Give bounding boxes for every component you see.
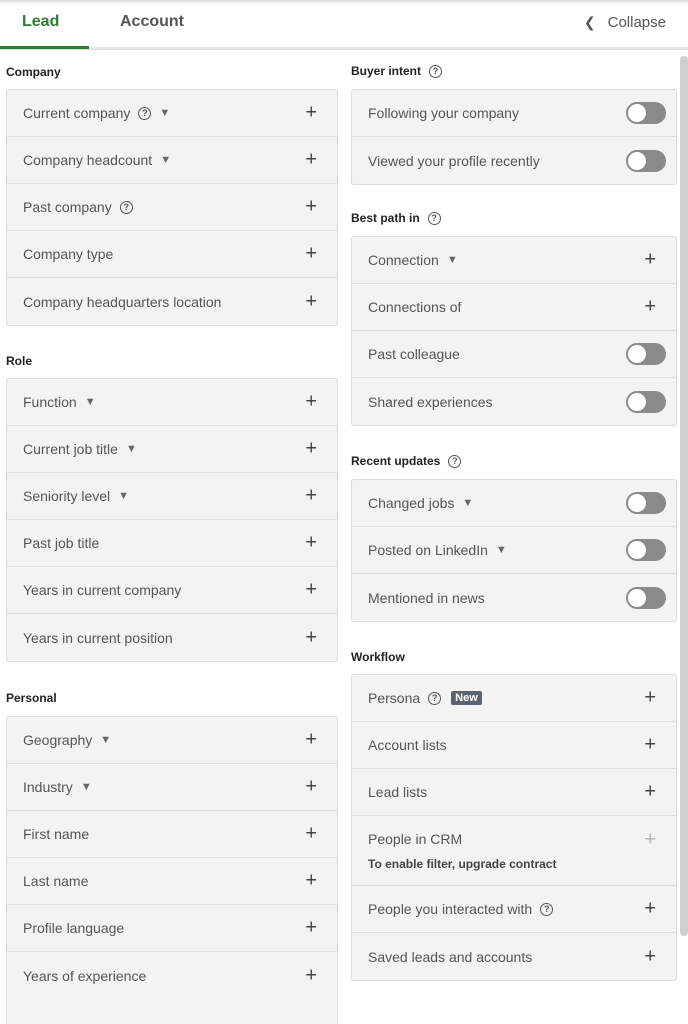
add-icon[interactable]: +	[305, 531, 317, 554]
filter-label: Geography	[23, 732, 93, 748]
filter-label: Connection	[368, 252, 439, 268]
filter-saved-leads-and-accounts[interactable]	[352, 933, 676, 980]
filter-label: Company type	[23, 246, 114, 262]
filter-mentioned-in-news[interactable]	[352, 574, 676, 621]
filter-label: Profile language	[23, 920, 125, 936]
filter-label: Industry	[23, 779, 73, 795]
filter-label: Lead lists	[368, 784, 428, 800]
filter-label: Function	[23, 394, 77, 410]
add-icon[interactable]: +	[305, 390, 317, 413]
filter-seniority-level[interactable]	[7, 473, 337, 520]
collapse-label: Collapse	[607, 14, 666, 31]
help-icon[interactable]: ?	[428, 692, 441, 705]
filter-connection[interactable]	[352, 237, 676, 284]
section-title-workflow: Workflow	[351, 650, 405, 664]
filter-profile-language[interactable]	[7, 905, 337, 952]
add-icon[interactable]: +	[305, 242, 317, 265]
pin-icon: ▼	[80, 781, 92, 793]
role-filter-card	[6, 378, 338, 662]
section-title-company: Company	[6, 65, 61, 79]
filter-label: Persona	[368, 690, 421, 706]
filter-industry[interactable]	[7, 764, 337, 811]
filter-label: Shared experiences	[368, 393, 493, 410]
filter-shared-experiences[interactable]	[352, 378, 676, 425]
toggle-switch[interactable]	[626, 343, 666, 365]
filter-label: Changed jobs	[368, 495, 455, 511]
add-icon[interactable]: +	[305, 578, 317, 601]
filter-years-in-current-company[interactable]	[7, 567, 337, 614]
filter-label: Posted on LinkedIn	[368, 542, 488, 558]
toggle-switch[interactable]	[626, 587, 666, 609]
filter-changed-jobs[interactable]	[352, 480, 676, 527]
filter-posted-on-linkedin[interactable]	[352, 527, 676, 574]
filter-label: Years in current position	[23, 629, 173, 646]
filter-following-your-company[interactable]	[352, 90, 676, 137]
toggle-switch[interactable]	[626, 391, 666, 413]
add-icon[interactable]: +	[305, 290, 317, 313]
tab-lead[interactable]: Lead	[22, 13, 60, 30]
tab-account[interactable]: Account	[120, 13, 184, 30]
add-icon[interactable]: +	[644, 780, 656, 803]
filter-persona[interactable]	[352, 675, 676, 722]
pin-icon: ▼	[118, 490, 130, 502]
filter-people-in-crm	[352, 816, 676, 886]
filter-past-company[interactable]	[7, 184, 337, 231]
section-title-buyer-intent: Buyer intent ?	[351, 64, 442, 78]
pin-icon: ▼	[495, 544, 507, 556]
add-icon[interactable]: +	[644, 248, 656, 271]
add-icon[interactable]: +	[644, 733, 656, 756]
add-icon[interactable]: +	[305, 916, 317, 939]
best-path-card	[351, 236, 677, 426]
filter-label: Past company	[23, 199, 112, 215]
add-icon[interactable]: +	[644, 897, 656, 920]
filter-label: Years of experience	[23, 967, 147, 984]
top-shadow	[0, 0, 688, 4]
filter-company-headcount[interactable]	[7, 137, 337, 184]
add-icon[interactable]: +	[305, 437, 317, 460]
help-icon[interactable]: ?	[120, 201, 133, 214]
pin-icon: ▼	[160, 154, 172, 166]
add-icon[interactable]: +	[305, 148, 317, 171]
filter-label: Seniority level	[23, 488, 111, 504]
filter-label: Company headcount	[23, 152, 153, 168]
pin-icon: ▼	[84, 396, 96, 408]
add-icon[interactable]: +	[305, 964, 317, 987]
buyer-intent-card	[351, 89, 677, 185]
pin-icon: ▼	[100, 734, 112, 746]
toggle-switch[interactable]	[626, 102, 666, 124]
section-title-best-path-in: Best path in ?	[351, 211, 441, 225]
filter-last-name[interactable]	[7, 858, 337, 905]
toggle-switch[interactable]	[626, 150, 666, 172]
help-icon[interactable]: ?	[448, 455, 461, 468]
add-icon: +	[644, 828, 656, 851]
top-tab-bar	[0, 0, 688, 50]
section-title-recent-updates: Recent updates ?	[351, 454, 461, 468]
toggle-switch[interactable]	[626, 539, 666, 561]
company-filter-card	[6, 89, 338, 326]
add-icon[interactable]: +	[644, 686, 656, 709]
personal-filter-card	[6, 716, 338, 1024]
scrollbar[interactable]	[680, 56, 688, 936]
add-icon[interactable]: +	[305, 484, 317, 507]
section-title-role: Role	[6, 354, 33, 368]
workflow-card	[351, 674, 677, 981]
filter-connections-of[interactable]	[352, 284, 676, 331]
filter-geography[interactable]	[7, 717, 337, 764]
filter-years-in-current-position[interactable]	[7, 614, 337, 661]
help-icon[interactable]: ?	[138, 107, 151, 120]
filter-label: Following your company	[368, 105, 519, 121]
filter-label: Current job title	[23, 441, 118, 457]
filter-label: Connections of	[368, 299, 462, 315]
collapse-button[interactable]	[584, 14, 666, 31]
pin-icon: ▼	[446, 254, 458, 266]
filter-account-lists[interactable]	[352, 722, 676, 769]
filter-first-name[interactable]	[7, 811, 337, 858]
pin-icon: ▼	[462, 497, 474, 509]
filter-company-hq-location[interactable]	[7, 278, 337, 325]
add-icon[interactable]: +	[305, 195, 317, 218]
filter-lead-lists[interactable]	[352, 769, 676, 816]
add-icon[interactable]: +	[305, 101, 317, 124]
filter-label: Viewed your profile recently	[368, 152, 540, 169]
add-icon[interactable]: +	[644, 295, 656, 318]
new-badge: New	[451, 691, 482, 705]
filter-label: Years in current company	[23, 582, 182, 598]
filter-label: People in CRM	[368, 830, 463, 847]
pin-icon: ▼	[125, 443, 137, 455]
help-icon[interactable]: ?	[540, 903, 553, 916]
section-title-personal: Personal	[6, 691, 57, 705]
help-icon[interactable]: ?	[429, 65, 442, 78]
filter-function[interactable]	[7, 379, 337, 426]
filter-label: First name	[23, 826, 90, 842]
filter-viewed-your-profile[interactable]	[352, 137, 676, 184]
filter-label: Account lists	[368, 737, 447, 753]
filter-label: Mentioned in news	[368, 589, 485, 606]
filter-current-job-title[interactable]	[7, 426, 337, 473]
pin-icon: ▼	[159, 107, 171, 119]
add-icon[interactable]: +	[644, 945, 656, 968]
filter-label: Past colleague	[368, 346, 460, 362]
filter-label: Past job title	[23, 535, 100, 551]
filter-label: People you interacted with	[368, 901, 533, 917]
filter-years-of-experience[interactable]	[7, 952, 337, 999]
filter-past-job-title[interactable]	[7, 520, 337, 567]
add-icon[interactable]: +	[305, 869, 317, 892]
filter-past-colleague[interactable]	[352, 331, 676, 378]
chevron-left-icon: ❮	[583, 14, 596, 30]
filter-people-you-interacted-with[interactable]	[352, 886, 676, 933]
help-icon[interactable]: ?	[428, 212, 441, 225]
add-icon[interactable]: +	[305, 626, 317, 649]
filter-label: Current company	[23, 105, 131, 121]
active-tab-underline	[0, 46, 89, 49]
add-icon[interactable]: +	[305, 775, 317, 798]
add-icon[interactable]: +	[305, 822, 317, 845]
filter-label: Saved leads and accounts	[368, 948, 533, 965]
add-icon[interactable]: +	[305, 728, 317, 751]
filter-label: Company headquarters location	[23, 293, 222, 310]
recent-updates-card	[351, 479, 677, 622]
toggle-switch[interactable]	[626, 492, 666, 514]
upgrade-note: To enable filter, upgrade contract	[368, 856, 557, 871]
filter-label: Last name	[23, 873, 89, 889]
filter-company-type[interactable]	[7, 231, 337, 278]
filter-current-company[interactable]	[7, 90, 337, 137]
